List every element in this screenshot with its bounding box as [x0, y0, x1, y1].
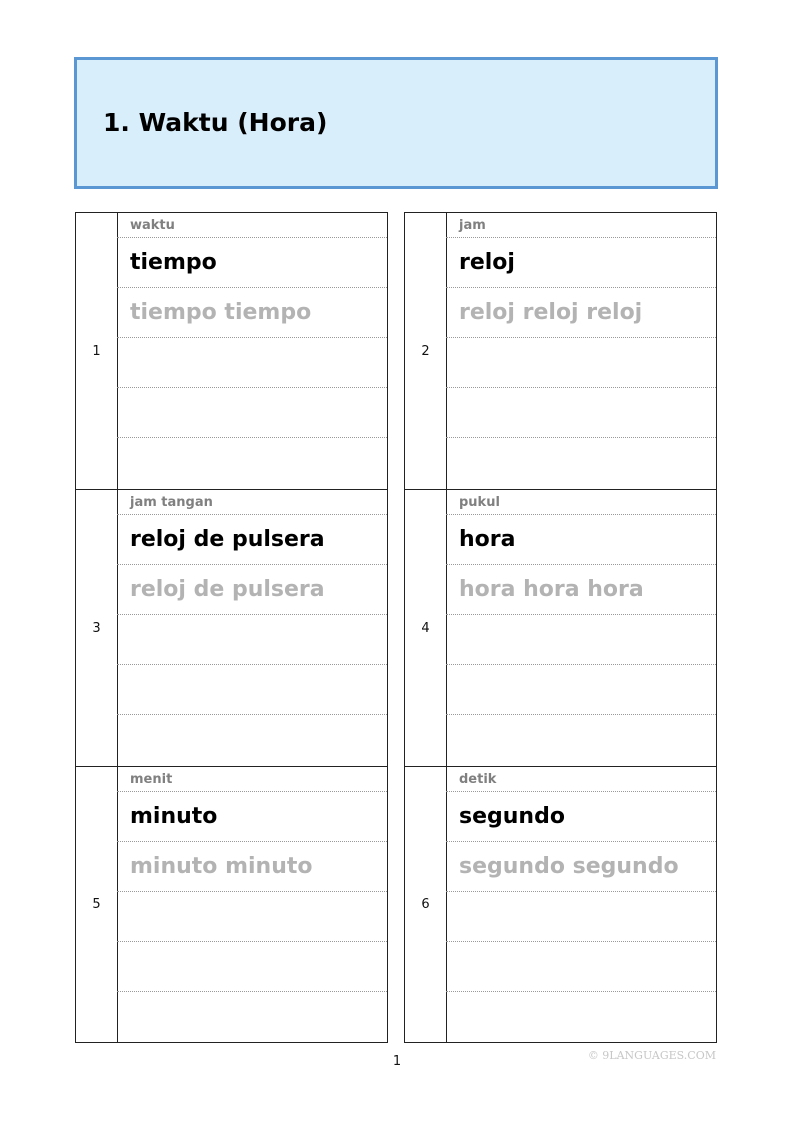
trace-word: segundo segundo — [459, 854, 679, 879]
trace-word: minuto minuto — [130, 854, 313, 879]
vocab-card — [404, 766, 717, 1043]
writing-lines — [446, 490, 716, 766]
trace-word: reloj de pulsera — [130, 577, 325, 602]
card-number: 5 — [92, 897, 101, 912]
translation-hint: jam — [459, 218, 486, 233]
writing-line — [117, 515, 387, 565]
card-number-column — [76, 490, 118, 766]
card-number-column — [76, 767, 118, 1042]
writing-line — [117, 942, 387, 992]
writing-line — [446, 942, 716, 992]
writing-lines — [117, 767, 387, 1042]
writing-lines — [446, 767, 716, 1042]
writing-line — [117, 792, 387, 842]
card-number: 3 — [92, 620, 101, 636]
translation-hint: detik — [459, 772, 497, 787]
writing-line — [446, 438, 716, 490]
writing-line — [446, 388, 716, 438]
translation-hint: waktu — [130, 218, 175, 233]
writing-line — [117, 238, 387, 288]
card-number: 6 — [421, 897, 430, 912]
writing-line — [117, 892, 387, 942]
translation-hint: menit — [130, 772, 173, 787]
card-number: 4 — [421, 620, 430, 636]
translation-hint: jam tangan — [130, 495, 213, 510]
writing-line — [446, 288, 716, 338]
writing-lines — [446, 213, 716, 489]
writing-line — [446, 338, 716, 388]
writing-line — [117, 388, 387, 438]
copyright-footer: © 9LANGUAGES.COM — [587, 1049, 716, 1062]
writing-line — [446, 615, 716, 665]
card-number: 1 — [92, 343, 101, 359]
card-number-column — [405, 213, 447, 489]
vocab-word: reloj — [459, 250, 515, 275]
card-number-column — [405, 490, 447, 766]
writing-lines — [117, 490, 387, 766]
page-number: 1 — [392, 1054, 402, 1069]
writing-line — [117, 767, 387, 792]
writing-line — [446, 767, 716, 792]
writing-line — [446, 892, 716, 942]
writing-line — [446, 238, 716, 288]
vocab-word: minuto — [130, 804, 218, 829]
writing-line — [446, 213, 716, 238]
card-number-column — [405, 767, 447, 1042]
writing-line — [117, 288, 387, 338]
trace-word: hora hora hora — [459, 577, 644, 602]
writing-line — [446, 490, 716, 515]
trace-word: reloj reloj reloj — [459, 300, 643, 325]
vocab-word: tiempo — [130, 250, 217, 275]
vocab-word: hora — [459, 527, 516, 552]
vocab-word: segundo — [459, 804, 565, 829]
writing-line — [446, 565, 716, 615]
vocab-card — [75, 489, 388, 766]
vocab-card — [404, 489, 717, 766]
writing-line — [117, 992, 387, 1044]
writing-line — [446, 992, 716, 1044]
vocab-word: reloj de pulsera — [130, 527, 325, 552]
writing-line — [117, 715, 387, 767]
writing-line — [446, 792, 716, 842]
card-number-column — [76, 213, 118, 489]
writing-line — [117, 615, 387, 665]
writing-line — [446, 665, 716, 715]
writing-lines — [117, 213, 387, 489]
writing-line — [446, 842, 716, 892]
card-number: 2 — [421, 343, 430, 359]
title-box — [74, 57, 718, 189]
vocab-card — [404, 212, 717, 489]
trace-word: tiempo tiempo — [130, 300, 312, 325]
vocab-card — [75, 766, 388, 1043]
writing-line — [117, 213, 387, 238]
vocab-card — [75, 212, 388, 489]
writing-line — [117, 338, 387, 388]
page-title: 1. Waktu (Hora) — [103, 108, 328, 137]
writing-line — [117, 565, 387, 615]
writing-line — [446, 515, 716, 565]
writing-line — [446, 715, 716, 767]
translation-hint: pukul — [459, 495, 500, 510]
writing-line — [117, 842, 387, 892]
writing-line — [117, 438, 387, 490]
writing-line — [117, 490, 387, 515]
writing-line — [117, 665, 387, 715]
